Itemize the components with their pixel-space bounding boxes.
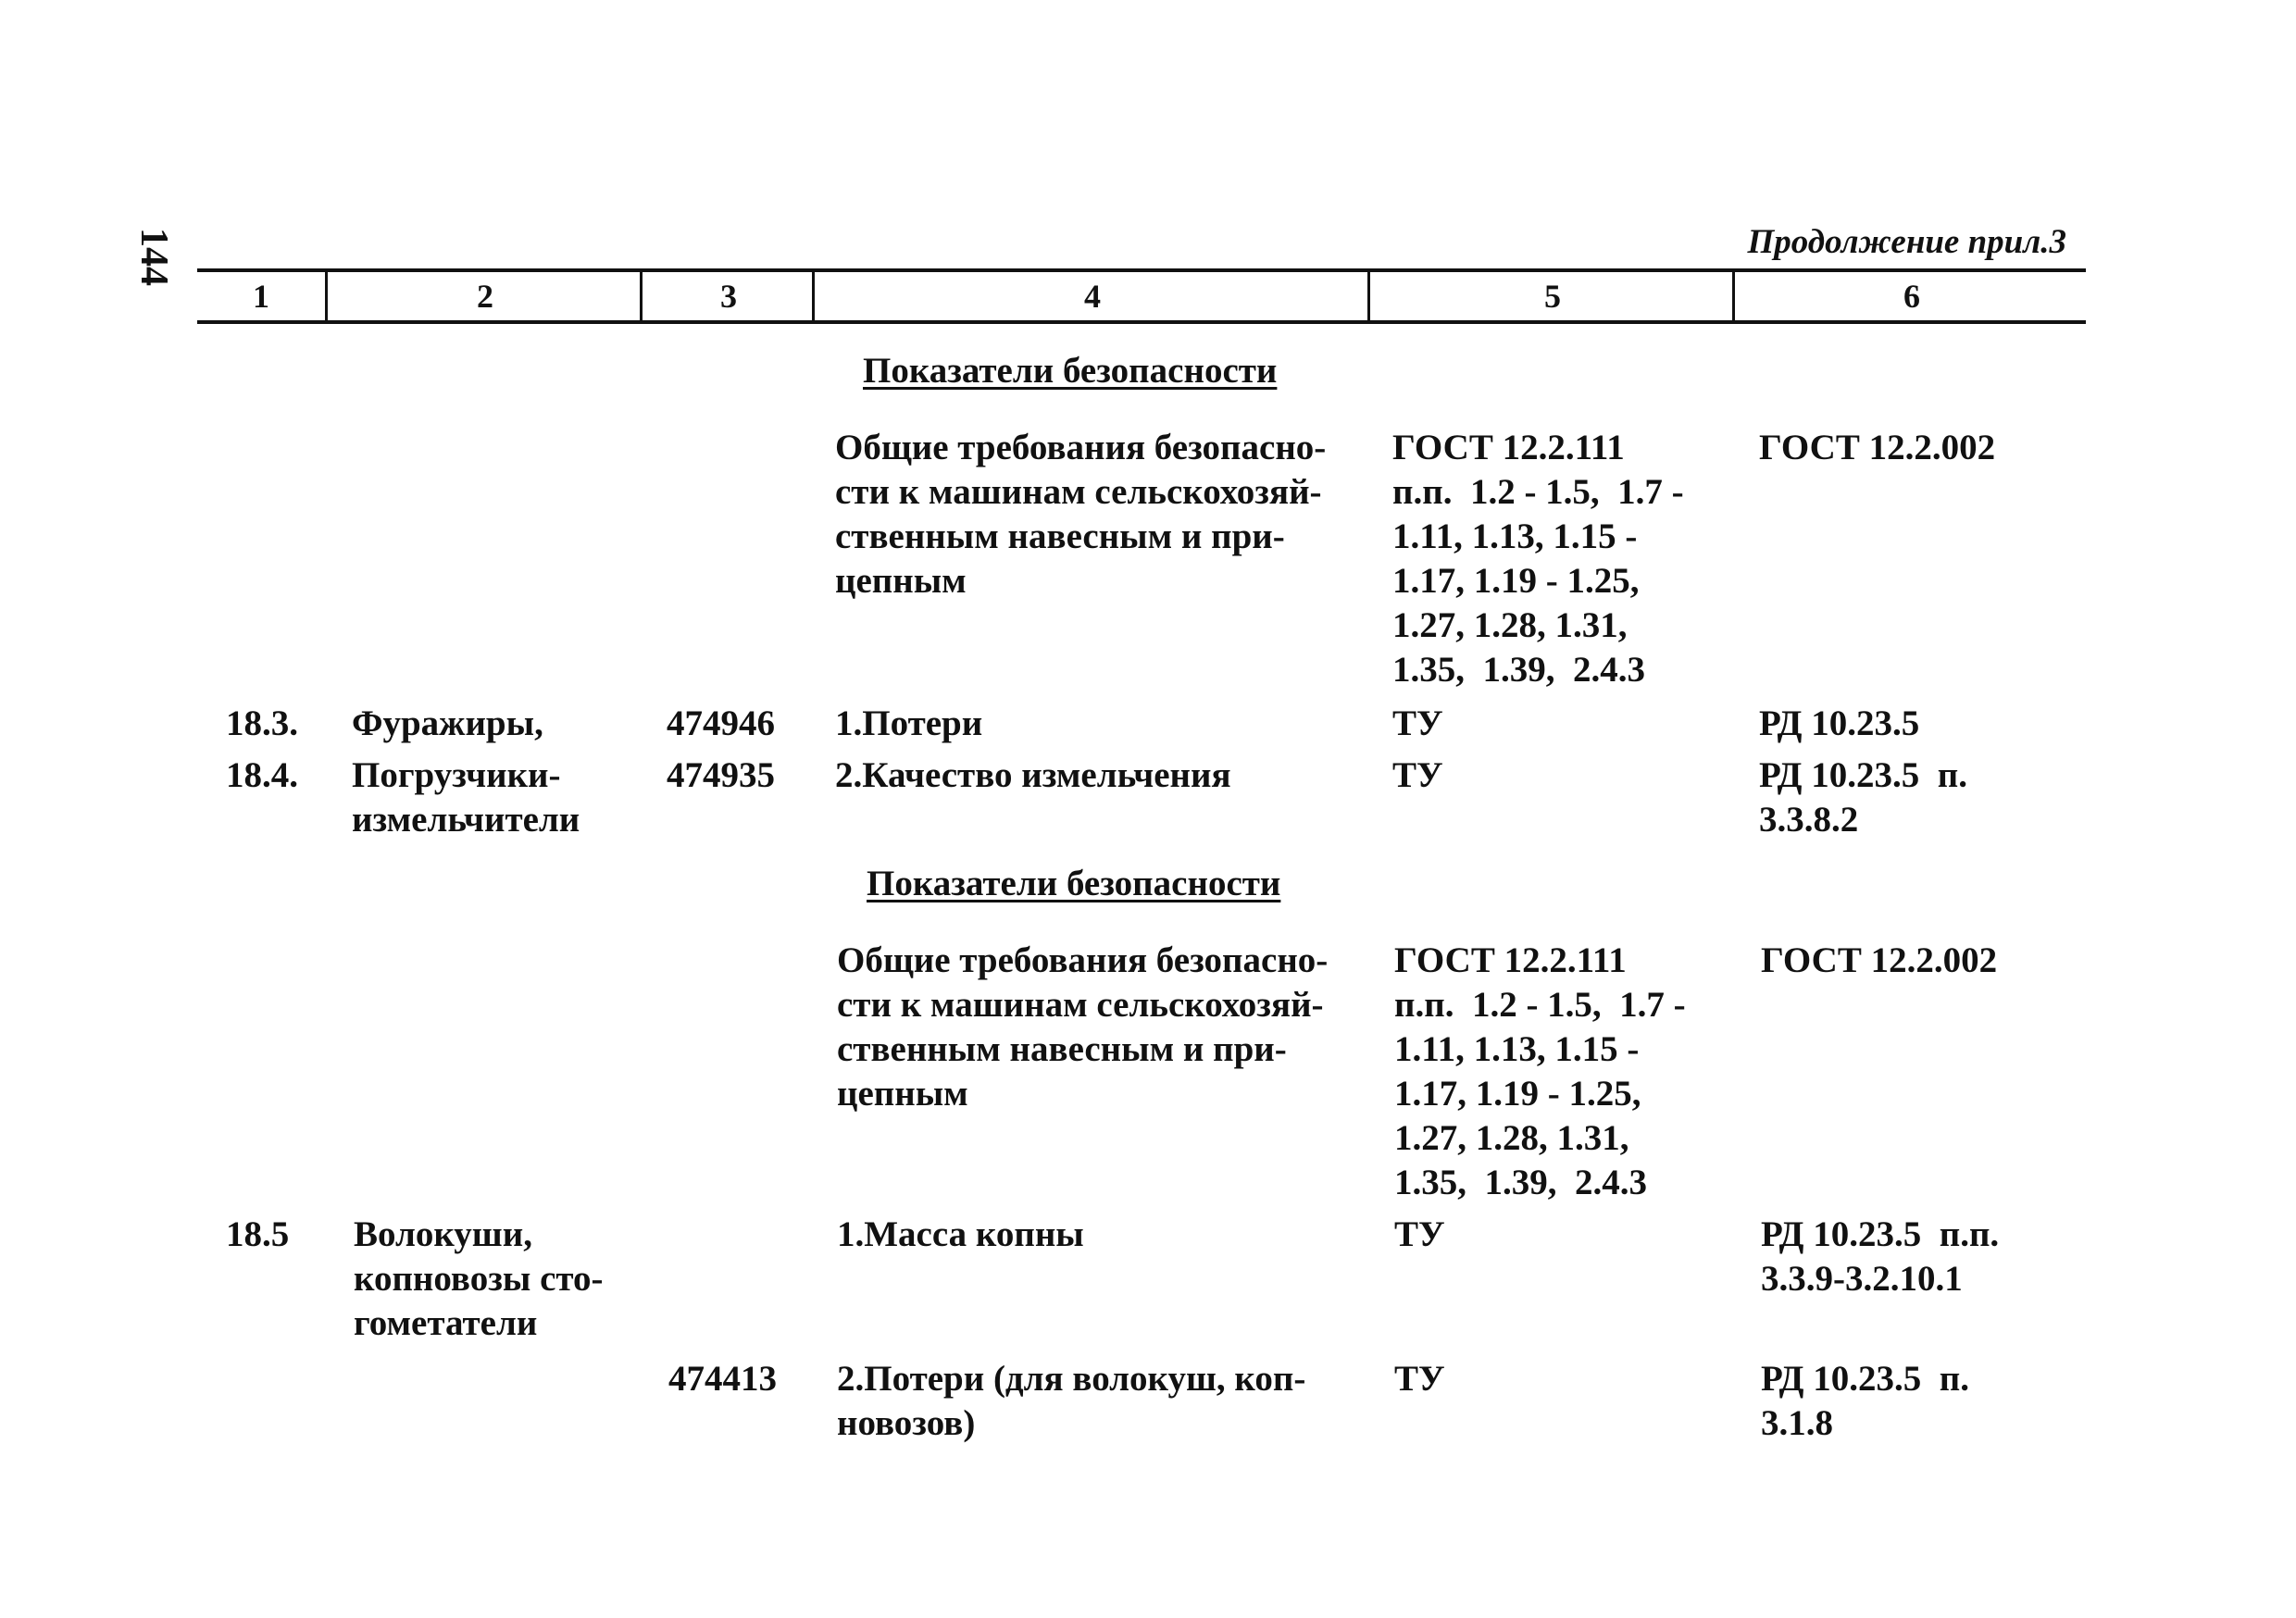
continuation-label: Продолжение прил.3 [1747,223,2066,261]
header-col-2: 2 [325,272,643,320]
table-row-0-col4: Общие требования безопасно- сти к машинам сельскохозяй- ственным навесным и при- цепным [835,428,1327,601]
table-row-2-col1: 18.4. [226,755,298,795]
table-row-0-col5: ГОСТ 12.2.111 п.п. 1.2 - 1.5, 1.7 - 1.11, 1.13, 1.15 - 1.17, 1.19 - 1.25, 1.27, 1.28, 1.31, 1.35, 1.39, 2.4.3 [1392,428,1684,690]
section-heading: Показатели безопасности [863,351,1278,391]
table-row-5-col5: ТУ [1394,1359,1445,1399]
table-row-3-col6: ГОСТ 12.2.002 [1761,940,1998,980]
table-row-1-col5: ТУ [1392,703,1443,743]
header-col-1: 1 [253,278,269,315]
page-number: 144 [132,228,175,286]
table-row-2-col5: ТУ [1392,755,1443,795]
header-col-4: 4 [812,272,1370,320]
section-heading: Показатели безопасности [867,864,1281,903]
table-row-1-col4: 1.Потери [835,703,983,743]
table-header [197,268,2086,324]
table-row-1-col1: 18.3. [226,703,298,743]
header-col-5: 5 [1367,272,1735,320]
table-row-5-col6: РД 10.23.5 п. 3.1.8 [1761,1359,1969,1443]
table-row-2-col3: 474935 [667,755,775,795]
table-row-4-col1: 18.5 [226,1214,290,1254]
table-row-1-col2: Фуражиры, [352,703,543,743]
header-col-6: 6 [1732,272,2089,320]
table-row-1-col3: 474946 [667,703,775,743]
table-row-0-col6: ГОСТ 12.2.002 [1759,428,1996,467]
table-row-4-col4: 1.Масса копны [837,1214,1084,1254]
header-col-3: 3 [640,272,815,320]
table-row-2-col4: 2.Качество измельчения [835,755,1231,795]
table-row-5-col4: 2.Потери (для волокуш, коп- новозов) [837,1359,1306,1443]
table-row-4-col2: Волокуши, копновозы сто- гометатели [354,1214,604,1343]
table-row-3-col4: Общие требования безопасно- сти к машинам сельскохозяй- ственным навесным и при- цепным [837,940,1329,1114]
table-row-2-col6: РД 10.23.5 п. 3.3.8.2 [1759,755,1967,840]
table-row-5-col3: 474413 [668,1359,777,1399]
table-row-4-col6: РД 10.23.5 п.п. 3.3.9-3.2.10.1 [1761,1214,2000,1299]
table-row-1-col6: РД 10.23.5 [1759,703,1920,743]
table-row-4-col5: ТУ [1394,1214,1445,1254]
table-row-2-col2: Погрузчики- измельчители [352,755,580,840]
table-row-3-col5: ГОСТ 12.2.111 п.п. 1.2 - 1.5, 1.7 - 1.11, 1.13, 1.15 - 1.17, 1.19 - 1.25, 1.27, 1.28, 1.31, 1.35, 1.39, 2.4.3 [1394,940,1686,1202]
